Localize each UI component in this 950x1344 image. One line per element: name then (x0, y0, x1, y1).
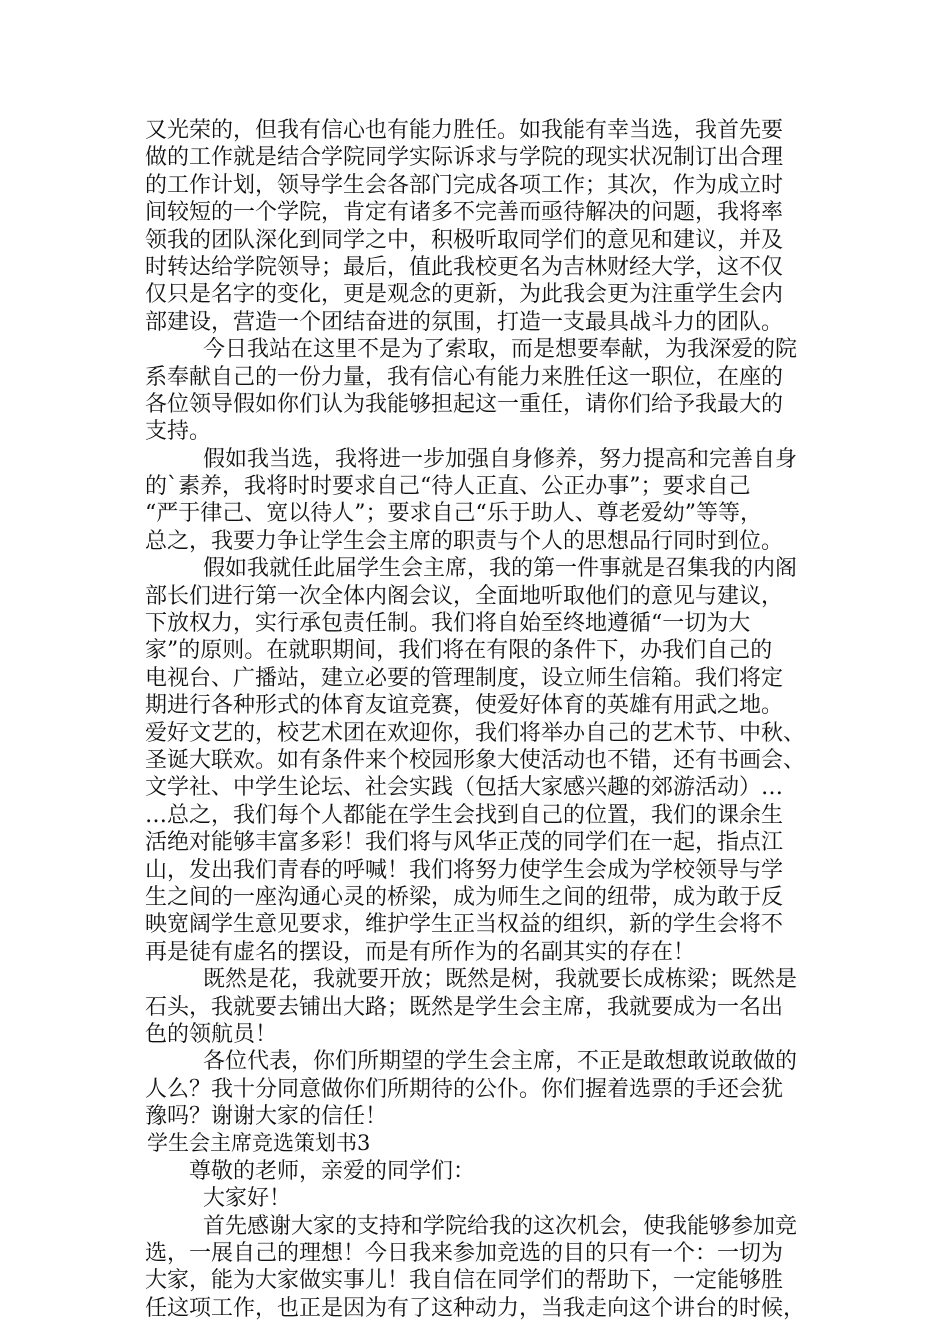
text-line: 下放权力，实行承包责任制。我们将自始至终地遵循“一切为大 (145, 611, 751, 637)
text-line: 爱好文艺的，校艺术团在欢迎你，我们将举办自己的艺术节、中秋、 (145, 720, 806, 746)
text-line: 山，发出我们青春的呼喊！我们将努力使学生会成为学校领导与学 (145, 857, 784, 883)
text-line: 电视台、广播站，建立必要的管理制度，设立师生信箱。我们将定 (145, 665, 784, 691)
text-line: 总之，我要力争让学生会主席的职责与个人的思想品行同时到位。 (145, 528, 784, 554)
greeting-line: 大家好！ (203, 1186, 292, 1212)
paragraph-start-line: 假如我就任此届学生会主席，我的第一件事就是召集我的内阁 (203, 556, 798, 582)
text-line: 仅只是名字的变化，更是观念的更新，为此我会更为注重学生会内 (145, 282, 784, 308)
section-heading: 学生会主席竞选策划书3 (147, 1131, 371, 1156)
paragraph-start-line: 既然是花，我就要开放；既然是树，我就要长成栋梁；既然是 (203, 967, 798, 993)
text-line: 石头，我就要去铺出大路；既然是学生会主席，我就要成为一名出 (145, 994, 784, 1020)
text-line: 再是徒有虚名的摆设，而是有所作为的名副其实的存在！ (145, 939, 696, 965)
text-line: 做的工作就是结合学院同学实际诉求与学院的现实状况制订出合理 (145, 145, 784, 171)
text-line: 选，一展自己的理想！今日我来参加竞选的目的只有一个：一切为 (145, 1241, 784, 1267)
text-line: 家”的原则。在就职期间，我们将在有限的条件下，办我们自己的 (145, 638, 773, 664)
text-line: …总之，我们每个人都能在学生会找到自己的位置，我们的课余生 (145, 802, 784, 828)
text-line: 的`素养，我将时时要求自己“待人正直、公正办事”；要求自己 (145, 474, 751, 500)
text-line: 大家，能为大家做实事儿！我自信在同学们的帮助下，一定能够胜 (145, 1268, 784, 1294)
text-line: 部长们进行第一次全体内阁会议，全面地听取他们的意见与建议， (145, 583, 784, 609)
text-line: 映宽阔学生意见要求，维护学生正当权益的组织，新的学生会将不 (145, 912, 784, 938)
salutation-line: 尊敬的老师，亲爱的同学们： (189, 1158, 476, 1184)
text-line: 时转达给学院领导；最后，值此我校更名为吉林财经大学，这不仅 (145, 254, 784, 280)
paragraph-start-line: 首先感谢大家的支持和学院给我的这次机会，使我能够参加竞 (203, 1213, 798, 1239)
paragraph-start-line: 各位代表，你们所期望的学生会主席，不正是敢想敢说敢做的 (203, 1049, 798, 1075)
paragraph-start-line: 假如我当选，我将进一步加强自身修养，努力提高和完善自身 (203, 446, 798, 472)
text-line: 的工作计划，领导学生会各部门完成各项工作；其次，作为成立时 (145, 172, 784, 198)
text-line: 生之间的一座沟通心灵的桥梁，成为师生之间的纽带，成为敢于反 (145, 884, 784, 910)
text-line: 间较短的一个学院，肯定有诸多不完善而亟待解决的问题，我将率 (145, 200, 784, 226)
text-line: 系奉献自己的一份力量，我有信心有能力来胜任这一职位，在座的 (145, 364, 784, 390)
text-line: 色的领航员！ (145, 1021, 278, 1047)
text-line: 文学社、中学生论坛、社会实践（包括大家感兴趣的郊游活动）… (145, 775, 784, 801)
text-line: 领我的团队深化到同学之中，积极听取同学们的意见和建议，并及 (145, 227, 784, 253)
text-line: 任这项工作，也正是因为有了这种动力，当我走向这个讲台的时候， (145, 1295, 806, 1321)
text-line: 圣诞大联欢。如有条件来个校园形象大使活动也不错，还有书画会、 (145, 747, 806, 773)
text-line: “严于律己、宽以待人”；要求自己“乐于助人、尊老爱幼”等等， (145, 501, 762, 527)
text-line: 又光荣的，但我有信心也有能力胜任。如我能有幸当选，我首先要 (145, 118, 784, 143)
text-line: 期进行各种形式的体育友谊竞赛，使爱好体育的英雄有用武之地。 (145, 693, 784, 719)
text-line: 部建设，营造一个团结奋进的氛围，打造一支最具战斗力的团队。 (145, 309, 784, 335)
text-line: 活绝对能够丰富多彩！我们将与风华正茂的同学们在一起，指点江 (145, 830, 784, 856)
paragraph-start-line: 今日我站在这里不是为了索取，而是想要奉献，为我深爱的院 (203, 337, 798, 363)
text-line: 支持。 (145, 419, 212, 445)
document-body (145, 117, 813, 1322)
text-line: 人么？我十分同意做你们所期待的公仆。你们握着选票的手还会犹 (145, 1076, 784, 1102)
text-line: 各位领导假如你们认为我能够担起这一重任，请你们给予我最大的 (145, 391, 784, 417)
text-line: 豫吗？谢谢大家的信任！ (145, 1104, 388, 1130)
